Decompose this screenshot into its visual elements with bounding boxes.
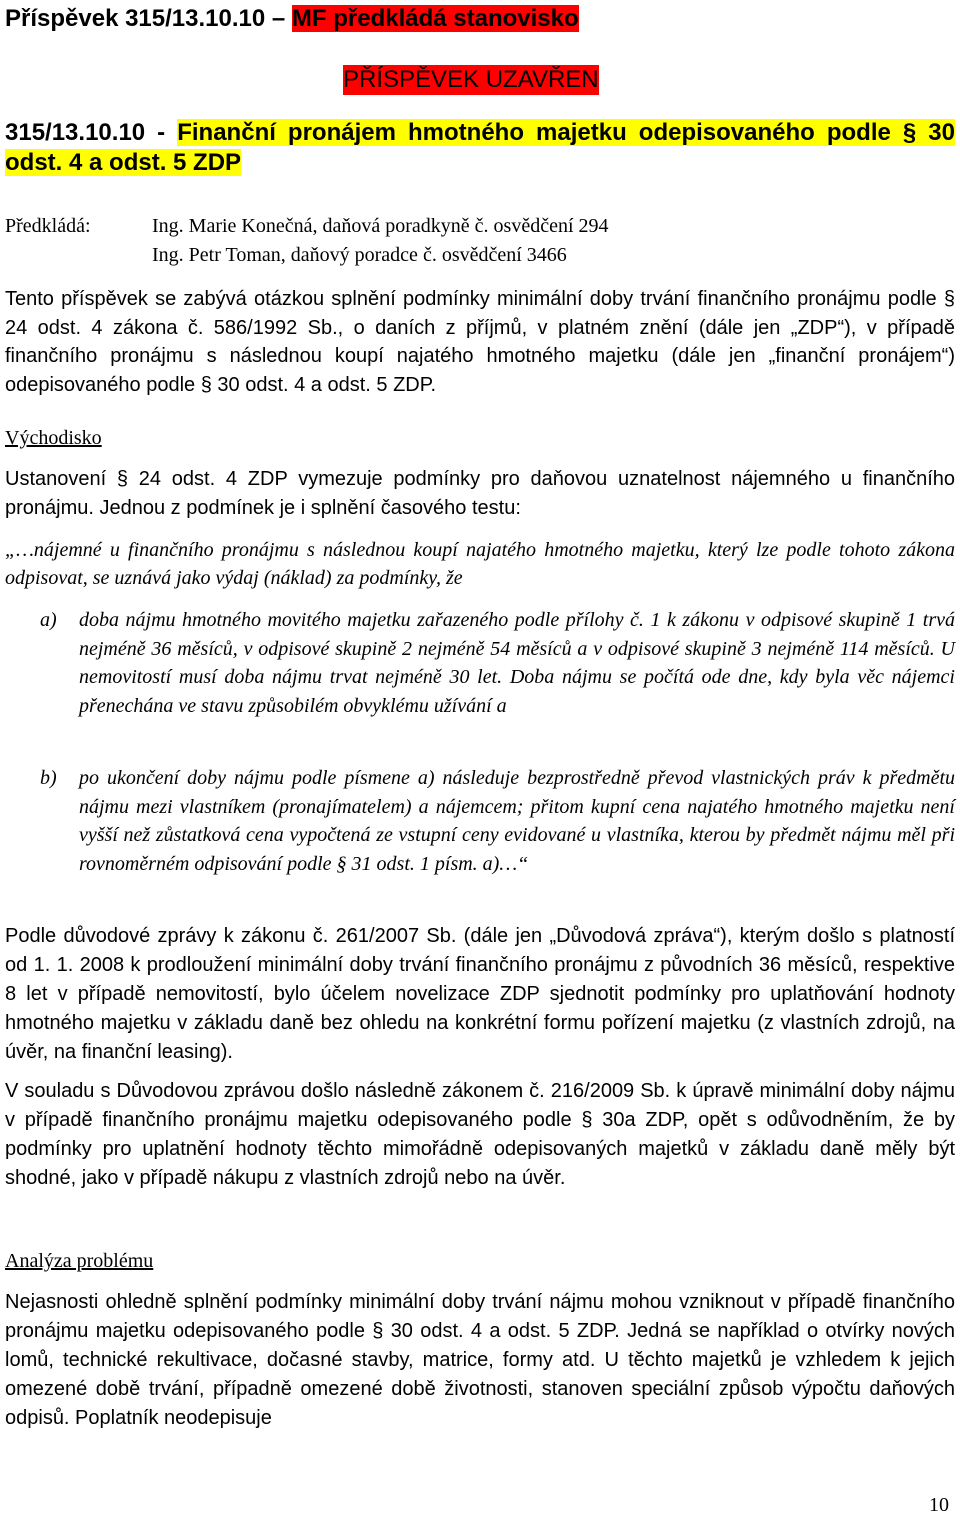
list-item-text: doba nájmu hmotného movitého majetku zařazeného podle přílohy č. 1 k zákonu v odpisové skupině 1 trvá nejméně 36 měsíců, v odpisové skupině 2 nejméně 54 měsíců a v odpisové skupině 3 nejméně 114 měsíců. U nemovitostí musí doba nájmu trvat nejméně 30 let. Doba nájmu se počítá ode dne, kdy byla věc nájemci přenechána ve stavu způsobilém obvyklému užívání a: [79, 609, 955, 717]
section-title-basis: Východisko: [5, 427, 102, 449]
heading-text: Finanční pronájem hmotného majetku odepisovaného podle § 30 odst. 4 a odst. 5 ZDP: [5, 119, 955, 176]
list-marker: b): [40, 767, 57, 789]
analysis-paragraph: Nejasnosti ohledně splnění podmínky minimální doby trvání nájmu mohou vzniknout v případě finančního pronájmu majetku odepisovaného podle § 30 odst. 4 a odst. 5 ZDP. Jedná se například o otvírky nových lomů, technické rekultivace, dočasné stavby, matrice, formy atd. U těchto majetků je vzhledem k jejich omezené době trvání, případně omezené době životnosti, stanoven speciální způsob výpočtu daňových odpisů. Poplatník neodepisuje: [5, 1291, 955, 1429]
list-item-text: po ukončení doby nájmu podle písmene a) následuje bezprostředně převod vlastnických práv k předmětu nájmu mezi vlastníkem (pronajímatelem) a nájemcem; přitom kupní cena najatého hmotného majetku není vyšší než zůstatková cena vypočtená ze vstupní ceny evidované u vlastníka, kterou by předmět nájmu měl při rovnoměrném odpisování podle § 31 odst. 1 písm. a)…“: [79, 767, 955, 875]
heading-number: 315/13.10.10 -: [5, 119, 178, 146]
submitter-2: Ing. Petr Toman, daňový poradce č. osvědčení 3466: [152, 244, 567, 266]
submitter-1: Ing. Marie Konečná, daňová poradkyně č. osvědčení 294: [152, 215, 609, 237]
section-title-analysis: Analýza problému: [5, 1250, 154, 1272]
document-title: [5, 4, 579, 34]
basis-paragraph: Ustanovení § 24 odst. 4 ZDP vymezuje podmínky pro daňovou uznatelnost nájemného u finančního pronájmu. Jednou z podmínek je i splnění časového testu:: [5, 468, 955, 519]
page-number: 10: [929, 1494, 949, 1516]
title-prefix: Příspěvek 315/13.10.10 –: [5, 5, 286, 32]
intro-paragraph: Tento příspěvek se zabývá otázkou splnění podmínky minimální doby trvání finančního pronájmu podle § 24 odst. 4 zákona č. 586/1992 Sb., o daních z příjmů, v platném znění (dále jen „ZDP“), v případě finančního pronájmu s následnou koupí najatého hmotného majetku (dále jen „finanční pronájem“) odepisovaného podle § 30 odst. 4 a odst. 5 ZDP.: [5, 288, 955, 396]
closed-banner: PŘÍSPĚVEK UZAVŘEN: [343, 66, 599, 93]
quote-list-item-b: [40, 764, 955, 878]
submitted-by-label: Předkládá:: [5, 215, 91, 237]
quote-list-item-a: [40, 606, 955, 720]
explanatory-report-paragraph: Podle důvodové zprávy k zákonu č. 261/2007 Sb. (dále jen „Důvodová zpráva“), kterým došlo s platností od 1. 1. 2008 k prodloužení minimální doby trvání finančního pronájmu z původních 36 měsíců, respektive 8 let v případě nemovitostí, bylo účelem novelizace ZDP sjednotit podmínky pro uplatňování hodnoty hmotného majetku v základu daně bez ohledu na konkrétní formu pořízení majetku (z vlastních zdrojů, na úvěr, na finanční leasing).: [5, 925, 955, 1063]
list-marker: a): [40, 609, 57, 631]
status-badge: MF předkládá stanovisko: [291, 5, 579, 32]
law-quote: „…nájemné u finančního pronájmu s následnou koupí najatého hmotného majetku, který lze podle tohoto zákona odpisovat, se uznává jako výdaj (náklad) za podmínky, že: [5, 539, 955, 589]
amendment-paragraph: V souladu s Důvodovou zprávou došlo následně zákonem č. 216/2009 Sb. k úpravě minimální doby nájmu v případě finančního pronájmu majetku odepisovaného podle § 30a ZDP, opět s odůvodněním, že by podmínky pro uplatnění hodnoty těchto mimořádně odepisovaných majetků v základu daně měly být shodné, jako v případě nákupu z vlastních zdrojů nebo na úvěr.: [5, 1080, 955, 1189]
contribution-heading: [5, 118, 955, 178]
